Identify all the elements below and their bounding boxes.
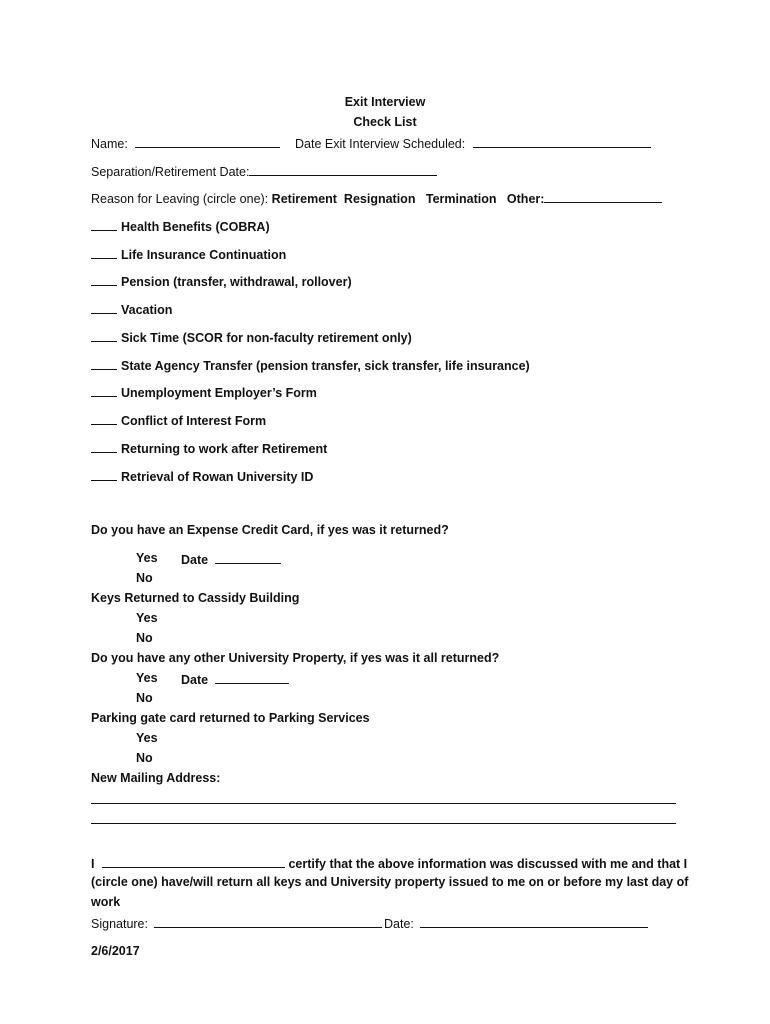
signature-date-row: [384, 915, 648, 931]
certify-line-2: (circle one) have/will return all keys and University property issued to me on or before my last day of: [91, 875, 689, 889]
certify-line-1: [91, 855, 687, 871]
credit-card-yes[interactable]: Yes: [136, 551, 158, 565]
checklist-item: [91, 468, 313, 484]
name-label: Name:: [91, 137, 128, 151]
signature-field[interactable]: [154, 915, 382, 928]
check-blank[interactable]: [91, 218, 117, 231]
checklist-item: [91, 412, 266, 428]
credit-card-question: Do you have an Expense Credit Card, if yes was it returned?: [91, 523, 449, 537]
checklist-item-label: Life Insurance Continuation: [121, 248, 287, 262]
checklist-item: [91, 440, 327, 456]
separation-row: [91, 163, 437, 179]
checklist-item-label: Returning to work after Retirement: [121, 442, 328, 456]
name-field[interactable]: [135, 135, 280, 148]
form-revision-date: 2/6/2017: [91, 944, 140, 958]
reason-label: Reason for Leaving (circle one):: [91, 192, 269, 206]
property-date-field[interactable]: [215, 671, 289, 684]
parking-yes[interactable]: Yes: [136, 731, 158, 745]
check-blank[interactable]: [91, 301, 117, 314]
check-blank[interactable]: [91, 440, 117, 453]
signature-label: Signature:: [91, 917, 148, 931]
reason-termination[interactable]: Termination: [425, 192, 497, 206]
check-blank[interactable]: [91, 246, 117, 259]
checklist-item-label: Vacation: [121, 303, 173, 317]
mailing-address-line-2[interactable]: [91, 823, 676, 824]
checklist-item-label: Sick Time (SCOR for non-faculty retirement only): [121, 331, 412, 345]
form-subtitle: Check List: [353, 115, 417, 129]
certify-name-field[interactable]: [102, 855, 285, 868]
reason-resignation[interactable]: Resignation: [343, 192, 416, 206]
checklist-item: [91, 357, 530, 373]
parking-question: Parking gate card returned to Parking Services: [91, 711, 370, 725]
reason-retirement[interactable]: Retirement: [271, 192, 337, 206]
signature-date-field[interactable]: [420, 915, 648, 928]
form-title: Exit Interview: [344, 95, 426, 109]
checklist-item: [91, 246, 286, 262]
credit-card-date-label: Date: [181, 553, 209, 567]
checklist-item: [91, 384, 317, 400]
check-blank[interactable]: [91, 384, 117, 397]
check-blank[interactable]: [91, 273, 117, 286]
credit-card-date-row: [181, 551, 281, 567]
keys-question: Keys Returned to Cassidy Building: [91, 591, 300, 605]
name-row: [91, 135, 280, 151]
date-scheduled-label: Date Exit Interview Scheduled:: [295, 137, 466, 151]
property-date-label: Date: [181, 673, 209, 687]
date-scheduled-field[interactable]: [473, 135, 651, 148]
reason-other-field[interactable]: [544, 190, 662, 203]
checklist-item-label: Health Benefits (COBRA): [121, 220, 270, 234]
signature-date-label: Date:: [384, 917, 414, 931]
check-blank[interactable]: [91, 468, 117, 481]
certify-line-3: work: [91, 895, 121, 909]
checklist-item-label: Conflict of Interest Form: [121, 414, 267, 428]
keys-yes[interactable]: Yes: [136, 611, 158, 625]
certify-line-1-text: certify that the above information was discussed with me and that I: [288, 857, 688, 871]
certify-prefix: I: [91, 857, 95, 871]
keys-no[interactable]: No: [136, 631, 153, 645]
mailing-address-label: New Mailing Address:: [91, 771, 221, 785]
date-scheduled-row: [295, 135, 651, 151]
checklist-item: [91, 329, 412, 345]
property-yes[interactable]: Yes: [136, 671, 158, 685]
check-blank[interactable]: [91, 329, 117, 342]
checklist-item-label: Unemployment Employer’s Form: [121, 386, 317, 400]
checklist-item: [91, 273, 352, 289]
credit-card-no[interactable]: No: [136, 571, 153, 585]
check-blank[interactable]: [91, 412, 117, 425]
property-date-row: [181, 671, 289, 687]
separation-date-field[interactable]: [249, 163, 437, 176]
credit-card-date-field[interactable]: [215, 551, 281, 564]
reason-other[interactable]: Other:: [506, 192, 545, 206]
property-question: Do you have any other University Property, if yes was it all returned?: [91, 651, 500, 665]
checklist-item: [91, 218, 270, 234]
parking-no[interactable]: No: [136, 751, 153, 765]
separation-label: Separation/Retirement Date:: [91, 165, 250, 179]
checklist-item-label: Pension (transfer, withdrawal, rollover): [121, 275, 352, 289]
checklist-item: [91, 301, 172, 317]
signature-row: [91, 915, 382, 931]
check-blank[interactable]: [91, 357, 117, 370]
property-no[interactable]: No: [136, 691, 153, 705]
reason-row: [91, 190, 662, 206]
mailing-address-line-1[interactable]: [91, 803, 676, 804]
checklist-item-label: Retrieval of Rowan University ID: [121, 470, 314, 484]
checklist-item-label: State Agency Transfer (pension transfer, sick transfer, life insurance): [121, 359, 530, 373]
